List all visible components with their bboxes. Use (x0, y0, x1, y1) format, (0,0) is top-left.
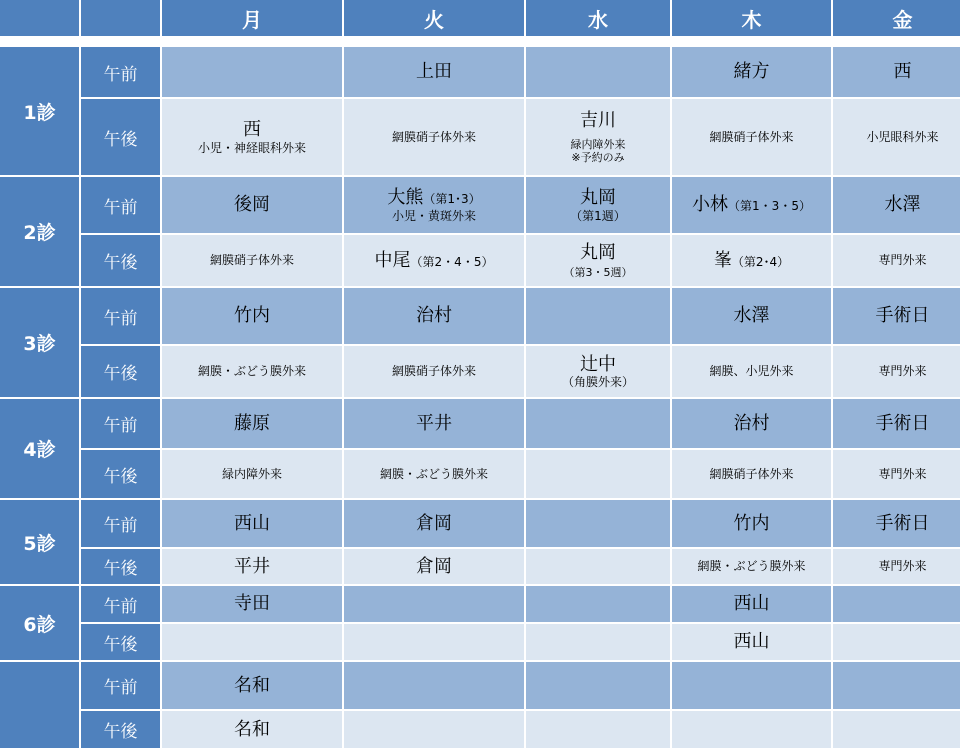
schedule-cell-tue-am (344, 500, 524, 547)
schedule-cell-mon-pm (162, 450, 342, 498)
schedule-cell-mon-pm (162, 549, 342, 584)
doctor-name: 藤原 (234, 412, 270, 434)
schedule-cell-wed-pm (526, 99, 670, 175)
schedule-cell-wed-pm (526, 235, 670, 286)
doctor-name: 丸岡 (580, 187, 616, 208)
doctor-name: 吉川 (580, 110, 616, 132)
schedule-cell-mon-pm (162, 624, 342, 660)
schedule-cell-tue-pm (344, 450, 524, 498)
clinic-type: 網膜・ぶどう膜外来 (379, 466, 488, 481)
schedule-cell-thu-pm (672, 235, 831, 286)
schedule-cell-thu-am (672, 586, 831, 622)
day-header-mon: 月 (162, 0, 342, 36)
doctor-name: 西山 (733, 631, 770, 653)
period-label-pm: 午後 (81, 711, 160, 748)
cell-line (885, 194, 921, 216)
doctor-name: 小林 (692, 194, 729, 216)
doctor-name: 峯 (713, 249, 732, 271)
schedule-cell-mon-am (162, 47, 342, 97)
schedule-cell-fri-pm (833, 624, 960, 660)
clinic-type: 小児眼科外来 (866, 129, 939, 144)
cell-line (876, 305, 930, 327)
cell-line (416, 61, 452, 83)
reservation-note: ※予約のみ (571, 150, 625, 164)
cell-line (580, 354, 616, 376)
doctor-name: 後岡 (234, 194, 270, 216)
schedule-cell-wed-am (526, 662, 670, 709)
cell-line (234, 556, 270, 578)
doctor-name: 大熊 (387, 187, 424, 208)
schedule-cell-tue-am (344, 177, 524, 233)
day-header-tue: 火 (344, 0, 524, 36)
schedule-cell-wed-am (526, 399, 670, 448)
clinic-label: 5診 (0, 500, 79, 584)
doctor-name: 水澤 (884, 194, 921, 216)
clinic-type: 網膜硝子体外来 (391, 129, 476, 144)
period-label-am: 午前 (81, 662, 160, 709)
schedule-cell-mon-am (162, 288, 342, 344)
cell-line (416, 513, 452, 535)
clinic-type: 小児・黄斑外来 (391, 208, 476, 223)
schedule-cell-fri-am (833, 177, 960, 233)
schedule-cell-wed-am (526, 288, 670, 344)
period-label-pm: 午後 (81, 346, 160, 397)
schedule-cell-tue-pm (344, 711, 524, 748)
period-label-pm: 午後 (81, 99, 160, 175)
doctor-name: 竹内 (733, 512, 770, 534)
day-header-thu: 木 (672, 0, 831, 36)
cell-line (416, 305, 452, 327)
cell-line (234, 194, 270, 216)
cell-line (243, 119, 261, 141)
schedule-cell-thu-am (672, 500, 831, 547)
cell-line (580, 110, 616, 132)
cell-line (734, 413, 770, 435)
day-header-wed: 水 (526, 0, 670, 36)
schedule-cell-wed-pm (526, 346, 670, 397)
week-note: （第1･3） (423, 192, 481, 206)
doctor-name: 中尾 (374, 249, 411, 271)
cell-line (416, 556, 452, 578)
period-label-am: 午前 (81, 500, 160, 547)
schedule-cell-wed-pm (526, 549, 670, 584)
doctor-name: 寺田 (234, 593, 270, 615)
schedule-cell-wed-am (526, 177, 670, 233)
schedule-cell-tue-pm (344, 549, 524, 584)
doctor-name: 西 (893, 61, 912, 83)
doctor-name: 辻中 (580, 353, 616, 375)
clinic-label: 2診 (0, 177, 79, 286)
schedule-cell-fri-pm (833, 450, 960, 498)
header-divider (0, 38, 960, 45)
schedule-cell-thu-am (672, 288, 831, 344)
schedule-cell-thu-am (672, 177, 831, 233)
schedule-cell-thu-pm (672, 624, 831, 660)
clinic-type: 専門外来 (878, 559, 927, 574)
clinic-type: 網膜・ぶどう膜外来 (197, 364, 306, 379)
period-label-pm: 午後 (81, 450, 160, 498)
corner-cell (81, 0, 160, 36)
doctor-name: 竹内 (234, 305, 270, 327)
cell-line (876, 413, 930, 435)
doctor-name: 上田 (416, 61, 452, 83)
schedule-cell-tue-pm (344, 624, 524, 660)
cell-line (387, 187, 480, 209)
schedule-cell-thu-pm (672, 549, 831, 584)
clinic-label: 6診 (0, 586, 79, 660)
schedule-cell-thu-pm (672, 450, 831, 498)
schedule-cell-wed-pm (526, 450, 670, 498)
schedule-cell-tue-am (344, 399, 524, 448)
week-note: （第1・3・5） (728, 199, 811, 214)
cell-line (234, 305, 270, 327)
cell-line (416, 413, 452, 435)
period-label-pm: 午後 (81, 624, 160, 660)
period-label-am: 午前 (81, 586, 160, 622)
schedule-cell-fri-am (833, 586, 960, 622)
schedule-cell-mon-pm (162, 235, 342, 286)
clinic-type: 網膜、小児外来 (709, 364, 794, 379)
period-label-pm: 午後 (81, 235, 160, 286)
schedule-cell-fri-am (833, 399, 960, 448)
doctor-name: 緒方 (733, 61, 770, 83)
doctor-name: 水澤 (733, 305, 770, 327)
clinic-type: 専門外来 (878, 253, 927, 268)
schedule-cell-fri-am (833, 288, 960, 344)
cell-line (234, 593, 270, 615)
schedule-cell-fri-pm (833, 235, 960, 286)
week-note: （第1週） (570, 208, 626, 223)
schedule-cell-fri-am (833, 47, 960, 97)
clinic-label: 3診 (0, 288, 79, 397)
schedule-cell-mon-am (162, 586, 342, 622)
cell-line (734, 513, 770, 535)
schedule-cell-fri-pm (833, 549, 960, 584)
doctor-name: 丸岡 (580, 242, 616, 264)
doctor-name: 倉岡 (416, 555, 452, 577)
doctor-name: 手術日 (875, 512, 930, 534)
clinic-type: 専門外来 (878, 466, 927, 481)
schedule-cell-thu-pm (672, 711, 831, 748)
schedule-cell-thu-am (672, 47, 831, 97)
cell-line (876, 513, 930, 535)
period-label-am: 午前 (81, 399, 160, 448)
period-label-pm: 午後 (81, 549, 160, 584)
clinic-type: 専門外来 (878, 364, 927, 379)
cell-line (734, 631, 770, 653)
schedule-cell-fri-pm (833, 346, 960, 397)
cell-line (234, 413, 270, 435)
cell-line (580, 187, 616, 209)
week-note: （第2･4） (731, 254, 790, 269)
schedule-cell-tue-pm (344, 99, 524, 175)
cell-line (375, 250, 494, 272)
schedule-cell-fri-am (833, 662, 960, 709)
week-note: （第2・4・5） (410, 254, 494, 269)
cell-line (714, 250, 789, 272)
schedule-cell-tue-pm (344, 235, 524, 286)
clinic-type: 網膜硝子体外来 (709, 129, 794, 144)
clinic-type: 網膜硝子体外来 (209, 253, 294, 268)
schedule-cell-wed-pm (526, 711, 670, 748)
schedule-cell-tue-am (344, 662, 524, 709)
cell-line (734, 61, 770, 83)
schedule-cell-wed-am (526, 500, 670, 547)
schedule-cell-thu-pm (672, 99, 831, 175)
clinic-note: 緑内障外来 (570, 137, 626, 151)
schedule-cell-fri-pm (833, 711, 960, 748)
clinic-note: （第3・5週） (563, 265, 633, 279)
cell-line (692, 194, 811, 216)
doctor-name: 倉岡 (416, 512, 452, 534)
doctor-name: 名和 (234, 718, 270, 740)
clinic-type: 緑内障外来 (221, 466, 282, 481)
clinic-label: 4診 (0, 399, 79, 498)
doctor-name: 西山 (234, 512, 270, 534)
schedule-cell-mon-am (162, 399, 342, 448)
schedule-cell-tue-am (344, 288, 524, 344)
period-label-am: 午前 (81, 47, 160, 97)
schedule-cell-tue-am (344, 586, 524, 622)
cell-line (234, 513, 270, 535)
cell-line (234, 719, 270, 741)
schedule-cell-fri-pm (833, 99, 960, 175)
period-label-am: 午前 (81, 177, 160, 233)
schedule-cell-mon-am (162, 500, 342, 547)
clinic-type: 小児・神経眼科外来 (197, 140, 306, 155)
cell-line (734, 305, 770, 327)
doctor-name: 西 (243, 119, 261, 140)
clinic-type: 網膜硝子体外来 (709, 466, 794, 481)
schedule-cell-mon-pm (162, 711, 342, 748)
schedule-cell-wed-pm (526, 624, 670, 660)
clinic-type: 網膜硝子体外来 (391, 364, 476, 379)
doctor-name: 平井 (416, 412, 452, 434)
schedule-cell-fri-am (833, 500, 960, 547)
schedule-cell-thu-am (672, 399, 831, 448)
schedule-cell-mon-am (162, 177, 342, 233)
cell-line (234, 675, 270, 697)
doctor-name: 名和 (234, 674, 270, 696)
clinic-label: 1診 (0, 47, 79, 175)
doctor-name: 治村 (416, 305, 452, 327)
schedule-cell-mon-am (162, 662, 342, 709)
doctor-name: 手術日 (875, 305, 930, 327)
day-header-fri: 金 (833, 0, 960, 36)
corner-cell (0, 0, 79, 36)
clinic-type: 網膜・ぶどう膜外来 (697, 559, 806, 574)
schedule-cell-thu-am (672, 662, 831, 709)
cell-line (734, 593, 770, 615)
doctor-name: 手術日 (875, 412, 930, 434)
schedule-cell-thu-pm (672, 346, 831, 397)
doctor-name: 平井 (234, 555, 270, 577)
schedule-cell-tue-pm (344, 346, 524, 397)
schedule-cell-mon-pm (162, 99, 342, 175)
schedule-cell-mon-pm (162, 346, 342, 397)
schedule-cell-tue-am (344, 47, 524, 97)
period-label-am: 午前 (81, 288, 160, 344)
cell-line (580, 242, 616, 264)
cell-line (894, 61, 912, 83)
doctor-name: 西山 (733, 593, 770, 615)
schedule-cell-wed-am (526, 586, 670, 622)
week-note: （角膜外来） (561, 375, 634, 390)
schedule-cell-wed-am (526, 47, 670, 97)
doctor-name: 治村 (733, 412, 770, 434)
clinic-label (0, 662, 79, 748)
